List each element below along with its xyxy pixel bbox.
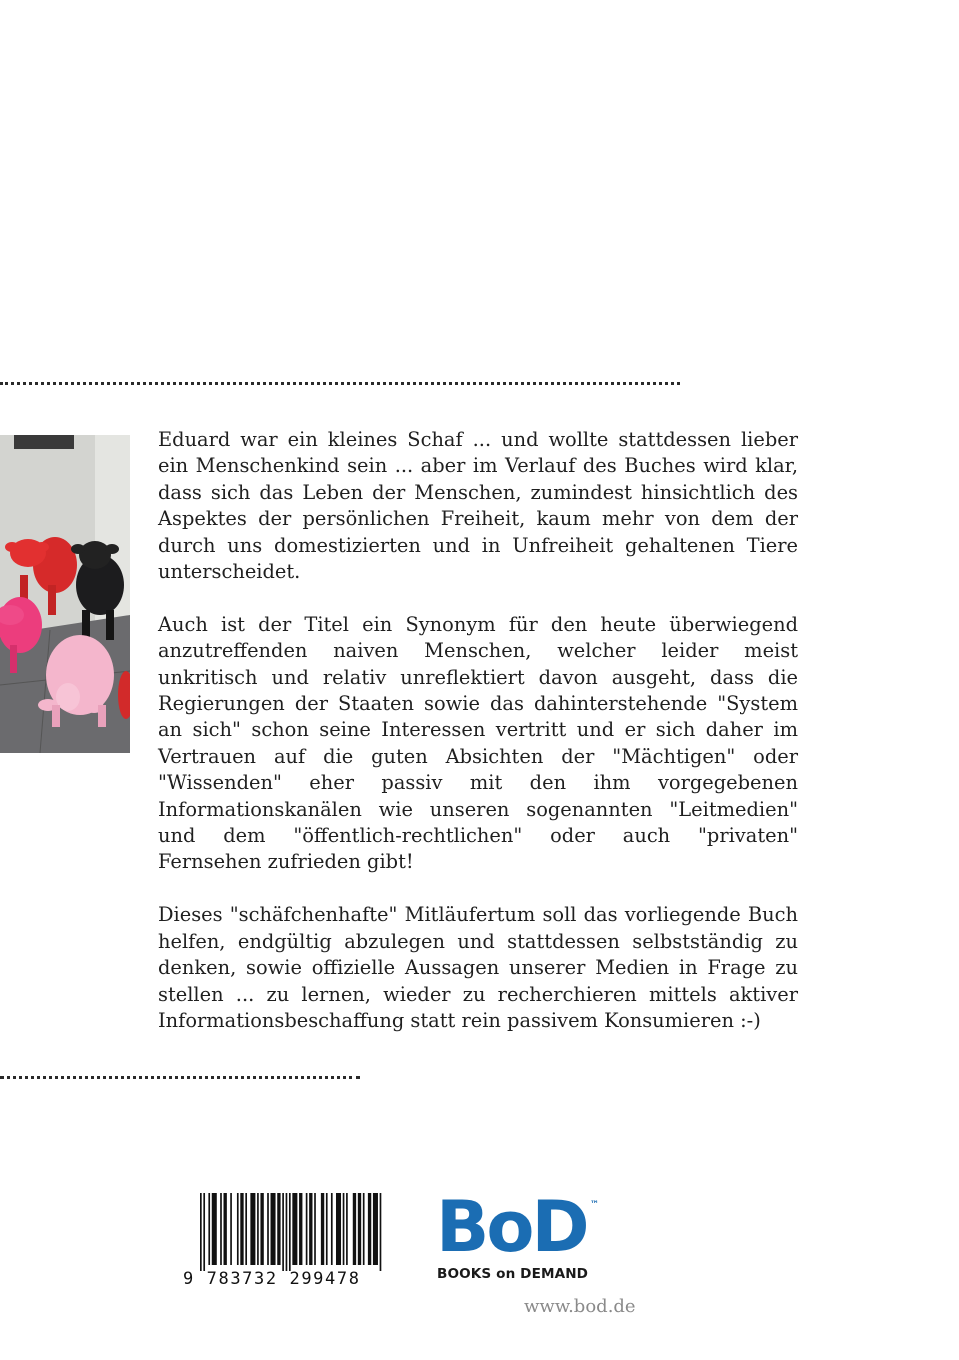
barcode-bar xyxy=(245,1193,247,1265)
barcode-bars xyxy=(200,1193,383,1271)
barcode-bar xyxy=(331,1193,333,1265)
barcode-bar xyxy=(358,1193,361,1265)
blurb-paragraph-1: Eduard war ein kleines Schaf ... und wollte stattdessen lieber ein Menschenkind sein ... aber im Verlauf des Buches wird klar, dass sich das Leben der Menschen, zumindest hinsichtlich des Aspektes der persönlichen Freiheit, kaum mehr von dem der durch uns domestizierten und in Unfreiheit gehaltenen Tiere unterscheidet. xyxy=(158,428,798,584)
barcode-digits: 9 783732 299478 xyxy=(183,1269,361,1289)
bod-logo xyxy=(436,1186,606,1286)
publisher-url: www.bod.de xyxy=(524,1296,636,1317)
barcode-bar xyxy=(200,1193,202,1271)
barcode-bar xyxy=(271,1193,276,1265)
barcode-bar xyxy=(203,1193,205,1271)
barcode-bar xyxy=(282,1193,284,1271)
back-cover-blurb xyxy=(158,427,798,1061)
barcode-bar xyxy=(380,1193,382,1271)
barcode-bar xyxy=(257,1193,259,1265)
barcode-bar xyxy=(314,1193,316,1265)
barcode-bar xyxy=(373,1193,378,1265)
barcode-bar xyxy=(309,1193,312,1265)
barcode-bar xyxy=(240,1193,243,1265)
barcode-bar xyxy=(286,1193,288,1271)
barcode-bar xyxy=(292,1193,297,1265)
barcode-bar xyxy=(368,1193,371,1265)
barcode-bar xyxy=(353,1193,356,1265)
barcode-bar xyxy=(336,1193,341,1265)
bod-tagline: BOOKS on DEMAND xyxy=(437,1266,589,1282)
sheep-figurines-photo xyxy=(0,435,130,753)
barcode-bar xyxy=(363,1193,365,1265)
bod-logo-mark: BoD xyxy=(436,1186,587,1268)
barcode-bar xyxy=(212,1193,217,1265)
blurb-paragraph-2: Auch ist der Titel ein Synonym für den heute überwiegend anzutreffenden naiven Menschen, welcher leider meist unkritisch und relativ unreflektiert davon ausgeht, dass die Regierungen der Staaten sowie das dahinterstehende "System an sich" schon seine Interessen vertritt und er sich daher im Vertrauen auf die guten Absichten der "Mächtigen" oder "Wissenden" eher passiv mit den ihm vorgegebenen Informationskanälen wie unseren sogenannten "Leitmedien" und dem "öffentlich-rechtlichen" oder auch "privaten" Fernsehen zufrieden gibt! xyxy=(158,612,798,874)
barcode-bar xyxy=(346,1193,348,1265)
blurb-paragraph-3: Dieses "schäfchenhafte" Mitläufertum soll das vorliegende Buch helfen, endgültig abzulegen und stattdessen selbstständig zu denken, sowie offizielle Aussagen unserer Medien in Frage zu stellen ... zu lernen, wieder zu recherchieren mittels aktiver Informationsbeschaffung statt rein passivem Konsumieren :-) xyxy=(158,903,798,1032)
barcode-bar xyxy=(260,1193,263,1265)
barcode-bar xyxy=(230,1193,232,1265)
dotted-divider-bottom xyxy=(0,1076,360,1079)
barcode-bar xyxy=(208,1193,210,1265)
isbn-barcode xyxy=(183,1193,383,1289)
barcode-bar xyxy=(299,1193,302,1265)
barcode-bar xyxy=(343,1193,345,1265)
barcode-bar xyxy=(326,1193,328,1265)
barcode-bar xyxy=(267,1193,269,1265)
barcode-bar xyxy=(321,1193,324,1265)
barcode-bar xyxy=(237,1193,239,1265)
barcode-bar xyxy=(220,1193,222,1265)
barcode-bar xyxy=(306,1193,308,1265)
barcode-bar xyxy=(277,1193,280,1265)
barcode-bar xyxy=(250,1193,255,1265)
barcode-bar xyxy=(289,1193,291,1271)
dotted-divider-top xyxy=(0,382,680,385)
trademark-symbol: ™ xyxy=(590,1200,599,1210)
barcode-bar xyxy=(224,1193,227,1265)
